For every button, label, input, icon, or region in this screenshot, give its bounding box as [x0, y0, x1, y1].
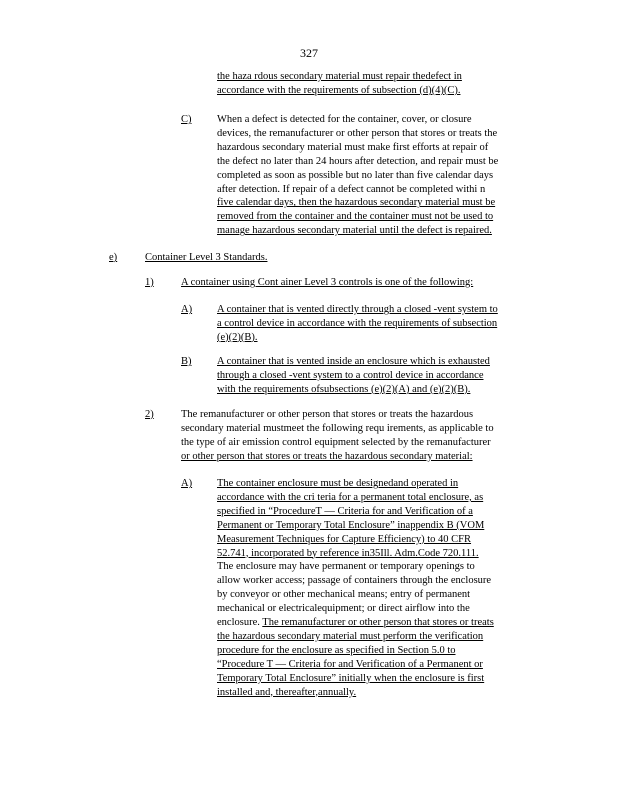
text-run: enclosure. [217, 617, 260, 629]
text-line: specified in “ProcedureT — Criteria for and Verification of a [217, 505, 473, 517]
text-line: by conveyor or other mechanical means; entry of permanent [217, 589, 471, 601]
text-line: accordance with the cri teria for a permanent total enclosure, as [217, 491, 484, 503]
item-2a-text [217, 477, 541, 700]
text-line: completed as soon as possible but no later than five calendar days [217, 169, 494, 181]
text-line: through a closed -vent system to a control device in accordance [217, 369, 484, 381]
text-line: removed from the container and the container must not be used to [217, 211, 494, 223]
text-line: the haza rdous secondary material must repair thedefect in [217, 71, 462, 82]
text-line: A container using Cont ainer Level 3 controls is one of the following: [181, 277, 474, 288]
item-label-2a: A) [181, 478, 193, 489]
item-label-1a: A) [181, 304, 193, 315]
text-line: the defect no later than 24 hours after detection, and repair must be [217, 155, 499, 167]
text-line: manage hazardous secondary material until the defect is repaired. [217, 225, 492, 237]
text-line: A container that is vented inside an enclosure which is exhausted [217, 356, 490, 367]
text-line: procedure for the enclosure as specified in Section 5.0 to [217, 644, 456, 656]
text-line: a control device in accordance with the requirements of subsection [217, 317, 498, 329]
section-heading: Container Level 3 Standards. [145, 252, 268, 263]
section-label-e: e) [109, 252, 118, 263]
continuation-text [217, 70, 497, 98]
text-line: with the requirements ofsubsections (e)(2)(A) and (e)(2)(B). [217, 383, 471, 395]
text-line: five calendar days, then the hazardous secondary material must be [217, 197, 496, 209]
item-c-text [217, 113, 541, 238]
text-line: installed and, thereafter,annually. [217, 686, 357, 698]
item-label-2: 2) [145, 409, 154, 420]
text-line: (e)(2)(B). [217, 331, 258, 343]
text-run-underlined: The remanufacturer or other person that stores or treats [262, 617, 494, 629]
text-line: Permanent or Temporary Total Enclosure” inappendix B (VOM [217, 519, 485, 531]
text-line: A container that is vented directly through a closed -vent system to [217, 304, 498, 315]
item-2-text [181, 408, 543, 464]
text-line: Temporary Total Enclosure” initially when the enclosure is first [217, 672, 485, 684]
item-1b-text [217, 355, 533, 397]
text-line: 52.741, incorporated by reference in35Ill. Adm.Code 720.111. [217, 547, 479, 559]
text-line: The enclosure may have permanent or temporary openings to [217, 561, 475, 573]
text-line: devices, the remanufacturer or other person that stores or treats the [217, 127, 498, 139]
text-line: the type of air emission control equipment selected by the remanufacturer [181, 436, 491, 448]
text-line: mechanical or electricalequipment; or direct airflow into the [217, 603, 470, 615]
text-line: The remanufacturer or other person that stores or treats the hazardous [181, 409, 474, 420]
page-number: 327 [300, 46, 318, 60]
item-label-c: C) [181, 114, 192, 125]
text-line: after detection. If repair of a defect cannot be completed withi n [217, 183, 486, 195]
text-line: hazardous secondary material must make first efforts at repair of [217, 141, 489, 153]
item-1-text [181, 276, 521, 290]
text-line-mixed [217, 616, 541, 630]
text-line: secondary material mustmeet the following requ irements, as applicable to [181, 422, 494, 434]
text-line: allow worker access; passage of containers through the enclosure [217, 575, 492, 587]
text-line: “Procedure T — Criteria for and Verification of a Permanent or [217, 658, 483, 670]
text-line: Measurement Techniques for Capture Efficiency) to 40 CFR [217, 533, 472, 545]
item-1a-text [217, 303, 539, 345]
text-line: The container enclosure must be designedand operated in [217, 478, 459, 489]
item-label-1: 1) [145, 277, 154, 288]
text-line: accordance with the requirements of subsection (d)(4)(C). [217, 84, 461, 96]
item-label-1b: B) [181, 356, 192, 367]
text-line: When a defect is detected for the container, cover, or closure [217, 114, 472, 125]
text-line: or other person that stores or treats the hazardous secondary material: [181, 450, 473, 462]
text-line: the hazardous secondary material must perform the verification [217, 630, 484, 642]
